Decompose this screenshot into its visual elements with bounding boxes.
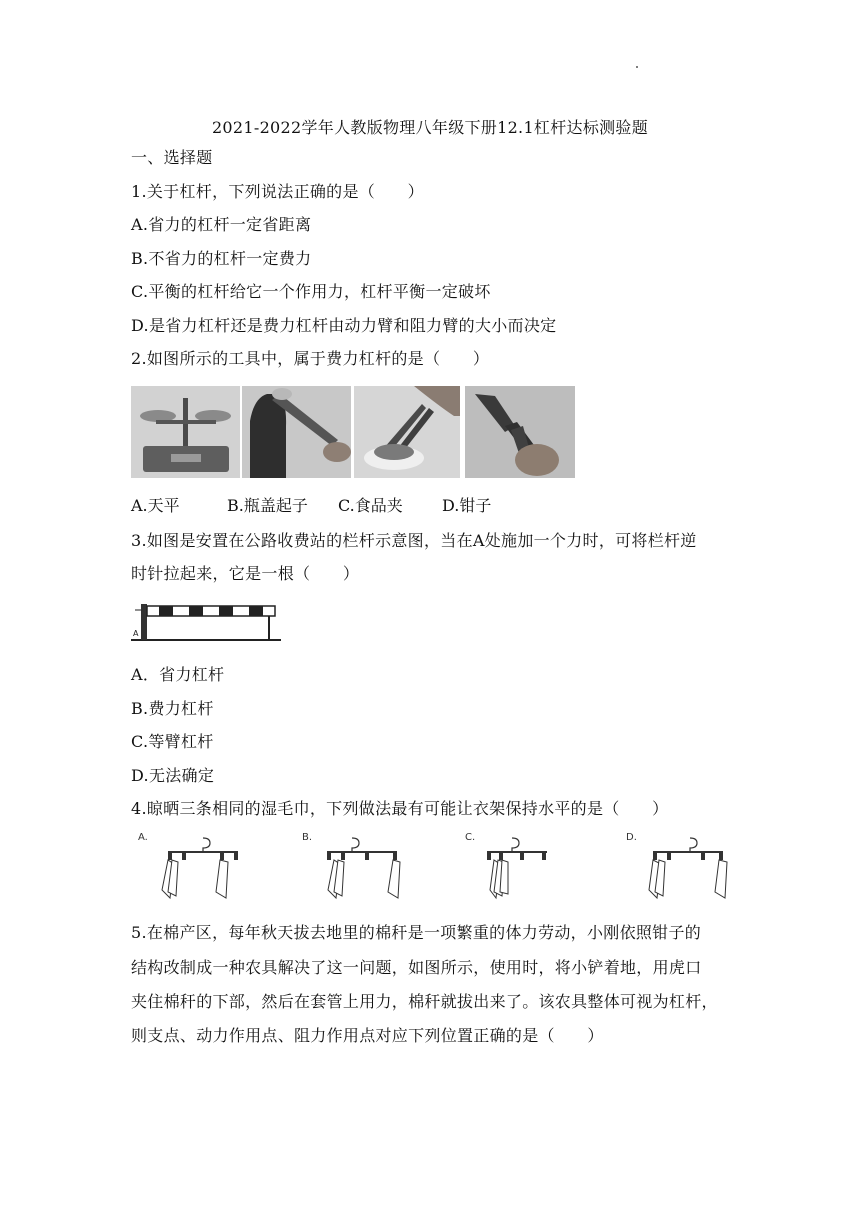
hanger-diagram-a [148, 834, 258, 904]
q2-stem: 2.如图所示的工具中，属于费力杠杆的是（ ） [131, 349, 490, 368]
corner-dot [636, 66, 638, 68]
q1-option-d: D.是省力杠杆还是费力杠杆由动力臂和阻力臂的大小而决定 [131, 316, 557, 335]
hanger-diagram-b [312, 834, 422, 904]
q3-option-b: B.费力杠杆 [131, 699, 214, 718]
q1-stem: 1.关于杠杆，下列说法正确的是（ ） [131, 182, 424, 201]
bottle-opener-image [242, 386, 351, 478]
q5-line-4: 则支点、动力作用点、阻力作用点对应下列位置正确的是（ ） [131, 1026, 604, 1045]
hanger-label-a: A. [138, 832, 148, 843]
hanger-diagram-c [472, 834, 582, 904]
q2-option-d: D.钳子 [442, 496, 492, 515]
q5-line-2: 结构改制成一种农具解决了这一问题，如图所示，使用时，将小铲着地，用虎口 [131, 958, 702, 977]
q3-stem-line2: 时针拉起来，它是一根（ ） [131, 564, 360, 583]
hanger-label-c: C. [465, 832, 476, 843]
q1-option-a: A.省力的杠杆一定省距离 [131, 215, 312, 234]
q2-option-c: C.食品夹 [338, 496, 403, 515]
barrier-point-label: A [133, 629, 139, 638]
q5-line-1: 5.在棉产区，每年秋天拔去地里的棉秆是一项繁重的体力劳动，小刚依照钳子的 [131, 923, 702, 942]
balance-scale-image [131, 386, 240, 478]
q3-option-a: A．省力杠杆 [131, 665, 225, 684]
q2-option-b: B.瓶盖起子 [227, 496, 308, 515]
section-heading: 一、选择题 [131, 148, 213, 167]
q3-stem-line1: 3.如图是安置在公路收费站的栏杆示意图，当在A处施加一个力时，可将栏杆逆 [131, 531, 697, 550]
q4-stem: 4.晾晒三条相同的湿毛巾，下列做法最有可能让衣架保持水平的是（ ） [131, 799, 669, 818]
food-tongs-image [354, 386, 460, 478]
q3-option-c: C.等臂杠杆 [131, 732, 214, 751]
q1-option-c: C.平衡的杠杆给它一个作用力，杠杆平衡一定破坏 [131, 282, 491, 301]
hanger-diagram-d [635, 834, 745, 904]
toll-barrier-diagram [131, 598, 281, 646]
q2-option-a: A.天平 [131, 496, 180, 515]
q5-line-3: 夹住棉秆的下部，然后在套管上用力，棉秆就拔出来了。该农具整体可视为杠杆， [131, 992, 718, 1011]
hanger-label-b: B. [302, 832, 313, 843]
hanger-label-d: D. [626, 832, 637, 843]
page-title: 2021-2022学年人教版物理八年级下册12.1杠杆达标测验题 [211, 118, 649, 137]
q1-option-b: B.不省力的杠杆一定费力 [131, 249, 312, 268]
q3-option-d: D.无法确定 [131, 766, 215, 785]
pliers-image [465, 386, 575, 478]
